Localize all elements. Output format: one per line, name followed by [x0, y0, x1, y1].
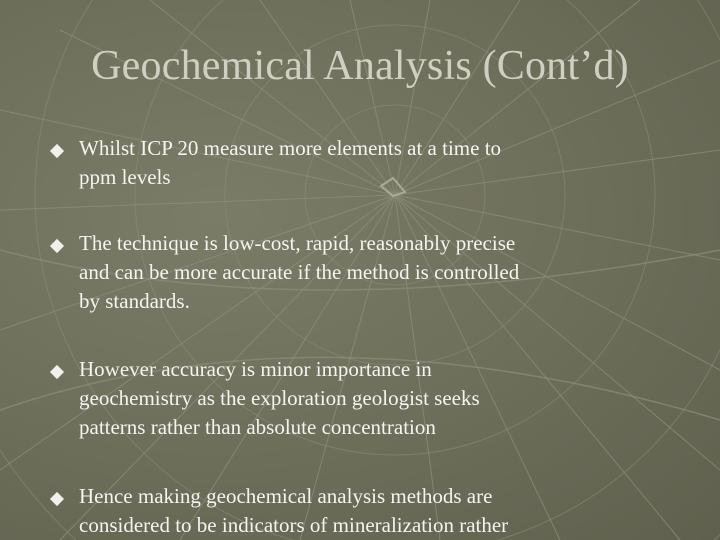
bullet-item: [52, 229, 652, 316]
diamond-bullet-icon: [50, 239, 64, 253]
bullet-text: Whilst ICP 20 measure more elements at a time to ppm levels: [79, 136, 502, 189]
bullet-text: Hence making geochemical analysis methods are considered to be indicators of mineralization rather: [79, 484, 509, 537]
bullet-item: [52, 355, 652, 442]
slide-title: Geochemical Analysis (Cont’d): [91, 43, 629, 89]
diamond-bullet-icon: [50, 492, 64, 506]
bullet-text: However accuracy is minor importance in geochemistry as the exploration geologist seeks patterns rather than absolute concentration: [79, 357, 480, 439]
bullet-text: The technique is low-cost, rapid, reasonably precise and can be more accurate if the method is controlled by standards.: [79, 231, 520, 313]
bullet-item: [52, 134, 652, 192]
diamond-bullet-icon: [50, 365, 64, 379]
diamond-bullet-icon: [50, 144, 64, 158]
bullet-item: [52, 482, 652, 540]
